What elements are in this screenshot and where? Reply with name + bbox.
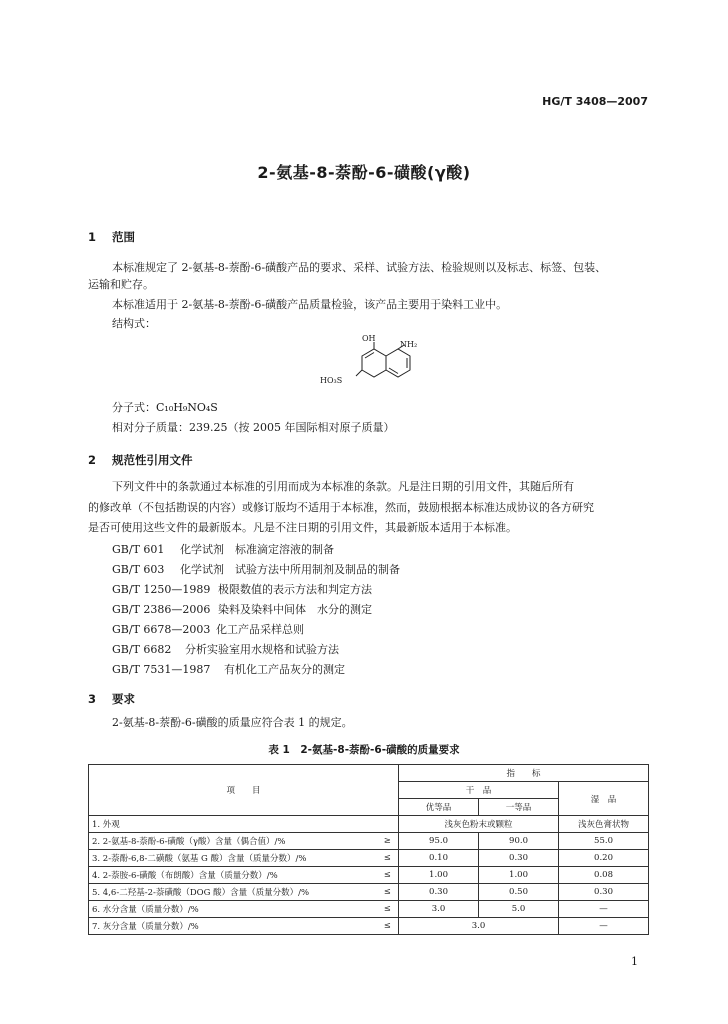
reference-code: GB/T 1250—1989 xyxy=(112,583,211,596)
section-3-number: 3 xyxy=(88,692,97,706)
row-first-value: 90.0 xyxy=(479,833,559,850)
reference-code: GB/T 601 xyxy=(112,543,165,556)
molecular-formula: 分子式：C₁₀H₉NO₄S xyxy=(112,401,218,414)
row-wet-value: — xyxy=(559,918,649,935)
nh2-group-label: NH₂ xyxy=(400,340,418,349)
row-item: 3. 2-萘酚-6,8-二磺酸（氨基 G 酸）含量（质量分数）/% xyxy=(89,850,377,867)
section-1-heading xyxy=(88,229,135,245)
table-row xyxy=(89,816,649,833)
section-1-title: 范围 xyxy=(112,230,135,244)
sec2-paragraph-b: 的修改单（不包括勘误的内容）或修订版均不适用于本标准，然而，鼓励根据本标准达成协议的各方研究 xyxy=(88,501,594,514)
row-item: 1. 外观 xyxy=(89,816,377,833)
so3h-group-label: HO₃S xyxy=(320,376,343,385)
row-relation: ≤ xyxy=(377,884,399,901)
reference-item xyxy=(112,661,345,677)
sec1-structure-label: 结构式： xyxy=(112,317,156,330)
column-header-item: 项 目 xyxy=(89,765,399,816)
reference-item xyxy=(112,581,372,597)
reference-item xyxy=(112,601,372,617)
column-header-dry: 干 品 xyxy=(399,782,559,799)
row-wet-value: — xyxy=(559,901,649,918)
reference-code: GB/T 6678—2003 xyxy=(112,623,211,636)
row-first-value: 0.30 xyxy=(479,850,559,867)
row-wet-value: 0.08 xyxy=(559,867,649,884)
row-first-value: 5.0 xyxy=(479,901,559,918)
row-wet-value: 0.30 xyxy=(559,884,649,901)
row-relation: ≤ xyxy=(377,901,399,918)
section-3-heading xyxy=(88,691,135,707)
row-wet-value: 浅灰色膏状物 xyxy=(559,816,649,833)
row-relation: ≤ xyxy=(377,867,399,884)
reference-item xyxy=(112,641,339,657)
row-item: 4. 2-萘胺-6-磺酸（布朗酸）含量（质量分数）/% xyxy=(89,867,377,884)
column-header-first-grade: 一等品 xyxy=(479,799,559,816)
page-number: 1 xyxy=(631,955,638,968)
sec1-paragraph-1a: 本标准规定了 2-氨基-8-萘酚-6-磺酸产品的要求、采样、试验方法、检验规则以及标志、标签、包装、 xyxy=(112,261,607,274)
reference-code: GB/T 6682 xyxy=(112,643,172,656)
row-dry-value: 浅灰色粉末或颗粒 xyxy=(399,816,559,833)
row-premium-value: 0.10 xyxy=(399,850,479,867)
sec1-paragraph-2: 本标准适用于 2-氨基-8-萘酚-6-磺酸产品质量检验，该产品主要用于染料工业中。 xyxy=(112,298,508,311)
section-2-heading xyxy=(88,452,193,468)
reference-title: 化工产品采样总则 xyxy=(216,623,304,636)
table-header-row xyxy=(89,765,649,782)
molecular-mass: 相对分子质量：239.25（按 2005 年国际相对原子质量） xyxy=(112,421,395,434)
table-row xyxy=(89,884,649,901)
row-item: 7. 灰分含量（质量分数）/% xyxy=(89,918,377,935)
oh-group-label: OH xyxy=(362,334,376,343)
reference-code: GB/T 603 xyxy=(112,563,165,576)
row-relation: ≥ xyxy=(377,833,399,850)
column-header-premium: 优等品 xyxy=(399,799,479,816)
sec3-paragraph: 2-氨基-8-萘酚-6-磺酸的质量应符合表 1 的规定。 xyxy=(112,716,353,729)
row-relation xyxy=(377,816,399,833)
sec1-paragraph-1b: 运输和贮存。 xyxy=(88,278,154,291)
reference-title: 化学试剂 试验方法中所用制剂及制品的制备 xyxy=(180,563,400,576)
reference-title: 极限数值的表示方法和判定方法 xyxy=(218,583,372,596)
section-3-title: 要求 xyxy=(112,692,135,706)
row-first-value: 0.50 xyxy=(479,884,559,901)
row-item: 2. 2-氨基-8-萘酚-6-磺酸（γ酸）含量（偶合值）/% xyxy=(89,833,377,850)
table-row xyxy=(89,833,649,850)
reference-code: GB/T 2386—2006 xyxy=(112,603,211,616)
row-first-value: 1.00 xyxy=(479,867,559,884)
reference-item xyxy=(112,541,334,557)
reference-item xyxy=(112,561,400,577)
table-row xyxy=(89,918,649,935)
row-item: 6. 水分含量（质量分数）/% xyxy=(89,901,377,918)
document-title: 2-氨基-8-萘酚-6-磺酸(γ酸) xyxy=(257,163,471,182)
reference-title: 分析实验室用水规格和试验方法 xyxy=(185,643,339,656)
row-premium-value: 1.00 xyxy=(399,867,479,884)
row-relation: ≤ xyxy=(377,850,399,867)
row-wet-value: 0.20 xyxy=(559,850,649,867)
reference-code: GB/T 7531—1987 xyxy=(112,663,211,676)
column-header-index: 指 标 xyxy=(399,765,649,782)
sec2-paragraph-a: 下列文件中的条款通过本标准的引用而成为本标准的条款。凡是注日期的引用文件，其随后所有 xyxy=(112,480,574,493)
row-premium-value: 0.30 xyxy=(399,884,479,901)
row-premium-value: 3.0 xyxy=(399,901,479,918)
row-premium-value: 95.0 xyxy=(399,833,479,850)
section-1-number: 1 xyxy=(88,230,97,244)
reference-title: 染料及染料中间体 水分的测定 xyxy=(218,603,372,616)
row-dry-value: 3.0 xyxy=(399,918,559,935)
reference-title: 有机化工产品灰分的测定 xyxy=(224,663,345,676)
table-row xyxy=(89,850,649,867)
standard-number: HG/T 3408—2007 xyxy=(542,95,648,108)
table-row xyxy=(89,867,649,884)
sec2-paragraph-c: 是否可使用这些文件的最新版本。凡是不注日期的引用文件，其最新版本适用于本标准。 xyxy=(88,521,517,534)
table-caption: 表 1 2-氨基-8-萘酚-6-磺酸的质量要求 xyxy=(268,744,460,756)
section-2-title: 规范性引用文件 xyxy=(112,453,193,467)
reference-item xyxy=(112,621,304,637)
row-item: 5. 4,6-二羟基-2-萘磺酸（DOG 酸）含量（质量分数）/% xyxy=(89,884,377,901)
row-relation: ≤ xyxy=(377,918,399,935)
reference-title: 化学试剂 标准滴定溶液的制备 xyxy=(180,543,334,556)
quality-requirements-table xyxy=(88,764,649,935)
section-2-number: 2 xyxy=(88,453,97,467)
structural-formula xyxy=(320,334,430,396)
row-wet-value: 55.0 xyxy=(559,833,649,850)
table-row xyxy=(89,901,649,918)
column-header-wet: 湿 品 xyxy=(559,782,649,816)
